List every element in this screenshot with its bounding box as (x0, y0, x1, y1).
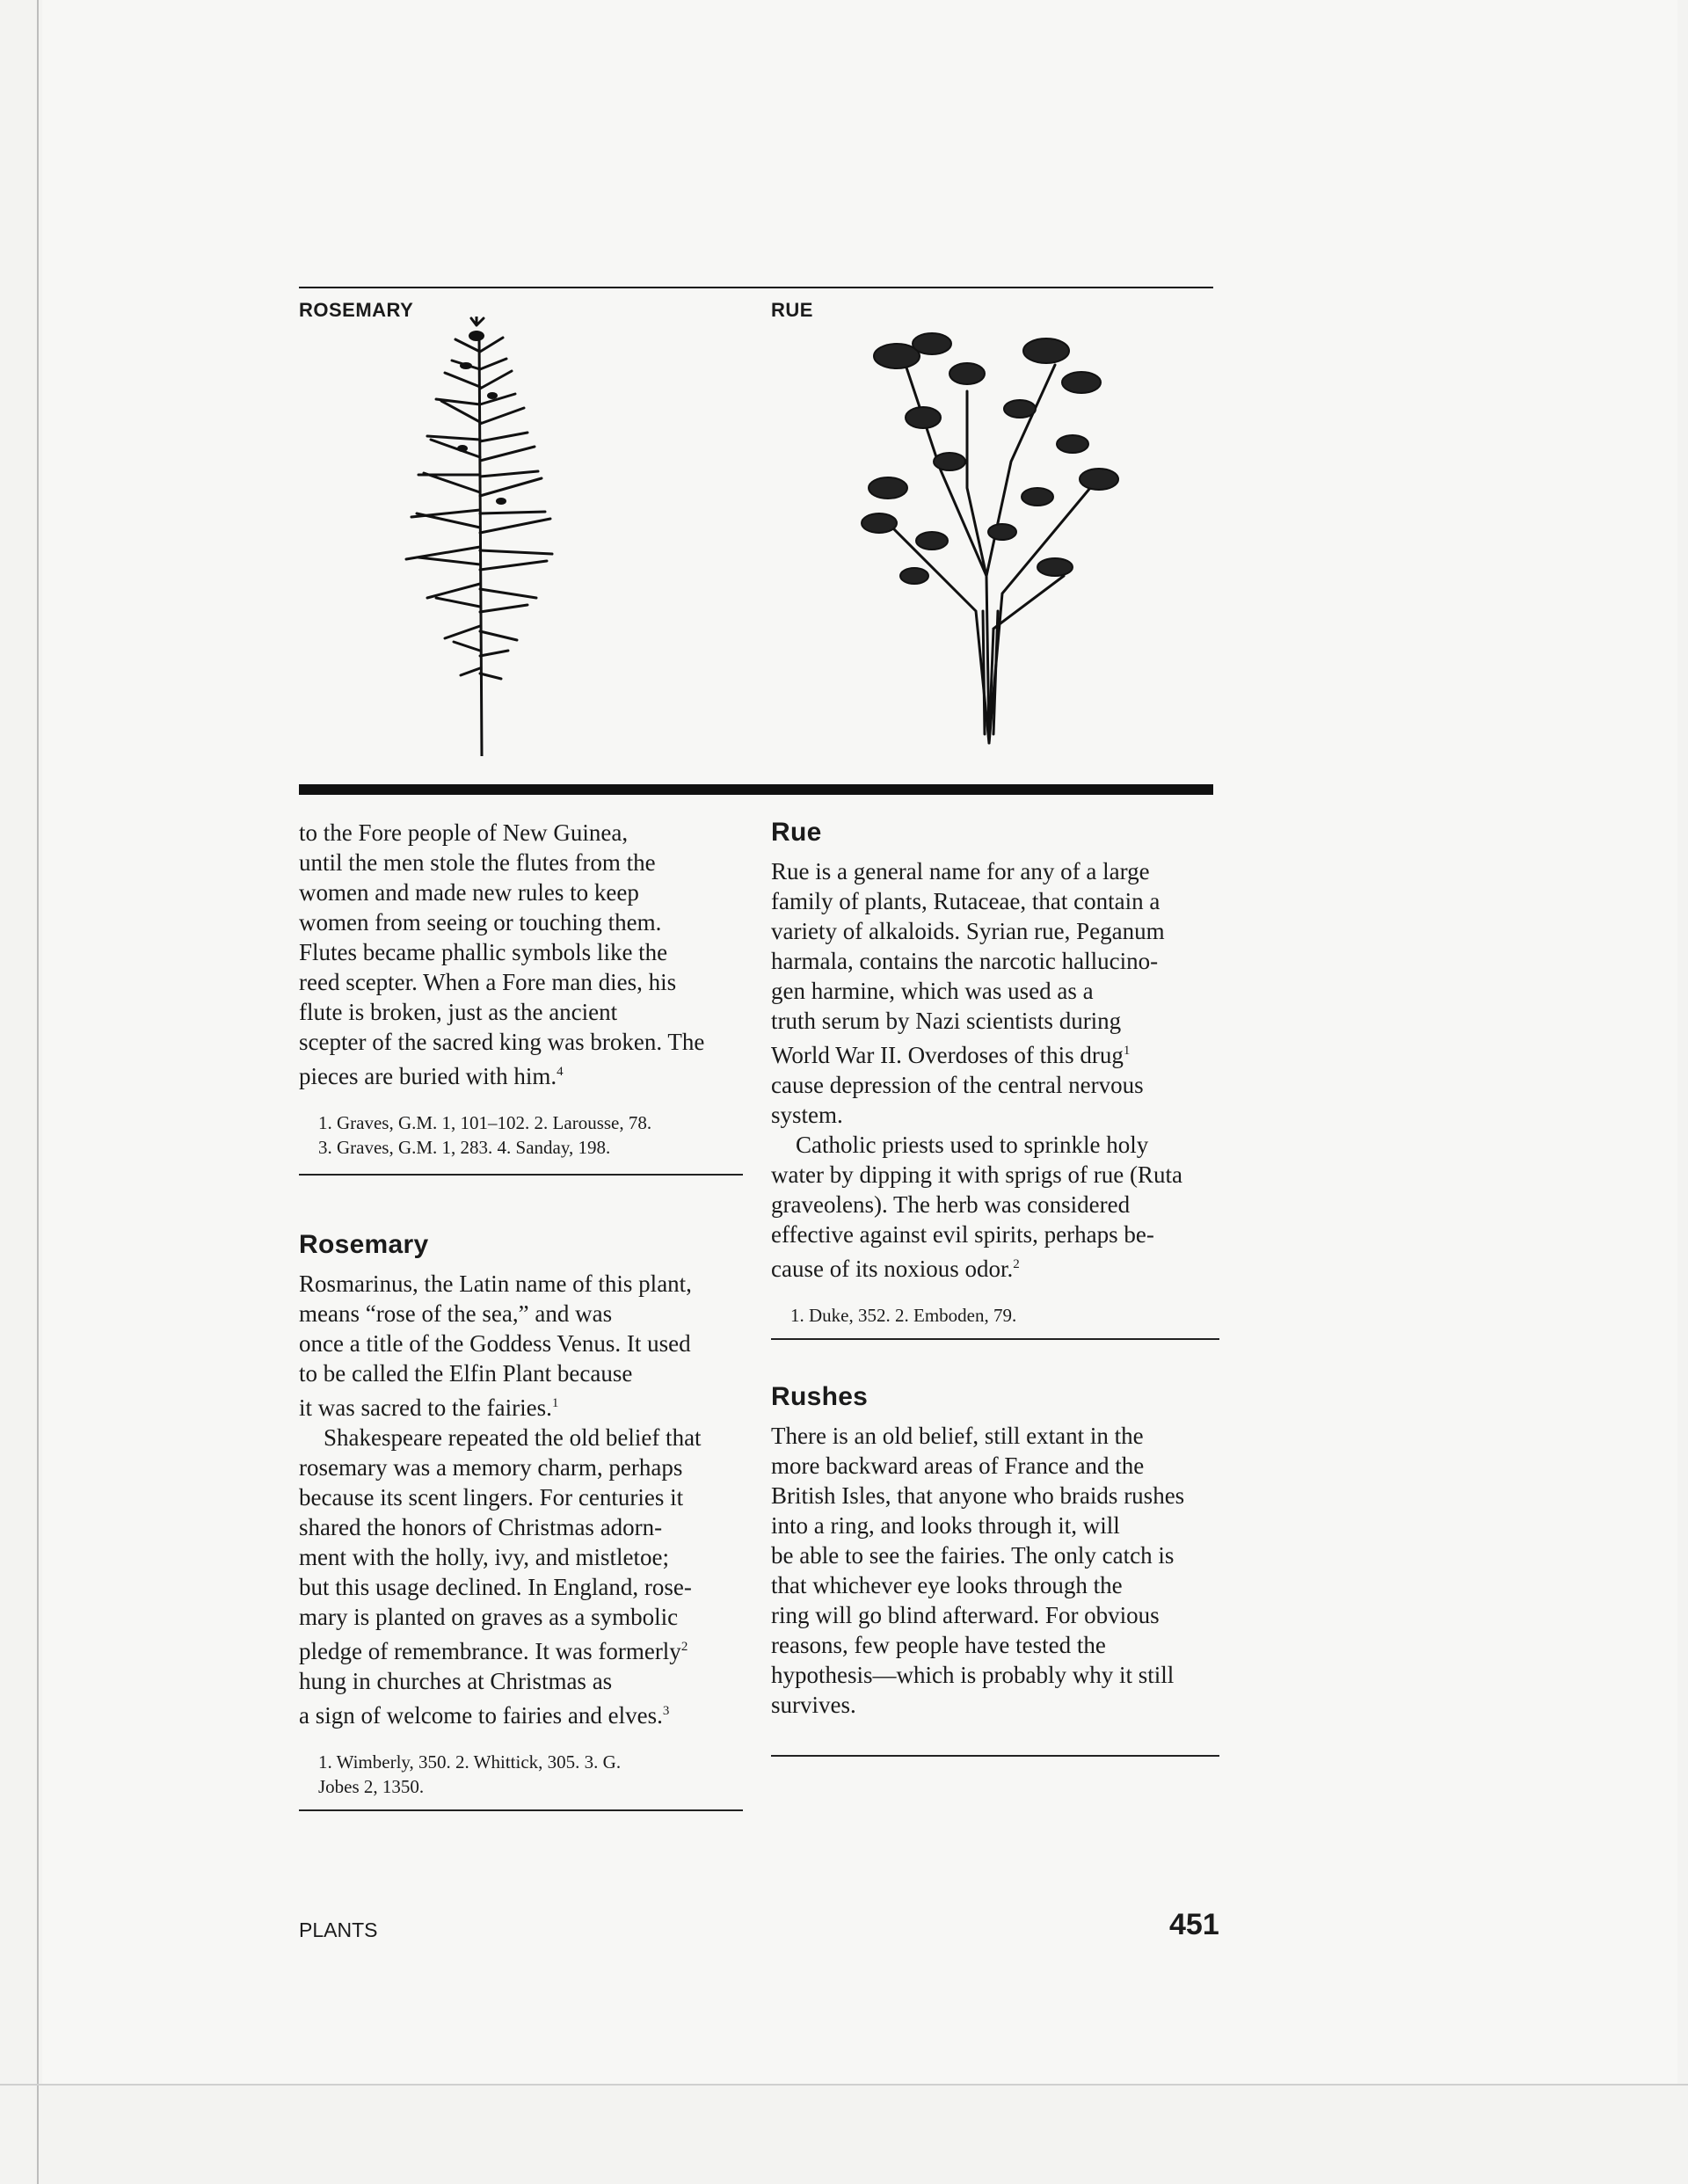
rosemary-line: hung in churches at Christmas as (299, 1668, 613, 1694)
continued-line: pieces are buried with him.$^4$ (299, 1063, 564, 1089)
right-column (771, 818, 1219, 1757)
rushes-line: ring will go blind afterward. For obvious (771, 1602, 1160, 1628)
rushes-line: hypothesis—which is probably why it still (771, 1662, 1175, 1688)
figure-bottom-rule (299, 784, 1213, 795)
rushes-line: be able to see the fairies. The only catch is (771, 1542, 1175, 1569)
rue-text (771, 856, 1219, 1284)
rosemary-line: rosemary was a memory charm, perhaps (299, 1454, 683, 1481)
footnote-line: 3. Graves, G.M. 1, 283. 4. Sanday, 198. (318, 1137, 611, 1158)
section-rule (299, 1809, 743, 1811)
rue-line: Rue is a general name for any of a large (771, 858, 1150, 885)
rue-footnotes (771, 1303, 1219, 1328)
continued-footnotes (299, 1110, 743, 1160)
rosemary-line: ment with the holly, ivy, and mistletoe; (299, 1544, 669, 1570)
rue-line: effective against evil spirits, perhaps be- (771, 1221, 1154, 1248)
top-rule (299, 287, 1213, 288)
footer-section-name: PLANTS (299, 1918, 378, 1941)
rosemary-line: once a title of the Goddess Venus. It used (299, 1330, 691, 1357)
continued-line: scepter of the sacred king was broken. The (299, 1029, 705, 1055)
footnote-line: 1. Graves, G.M. 1, 101–102. 2. Larousse, 78. (318, 1112, 652, 1133)
rue-line: cause depression of the central nervous (771, 1072, 1144, 1098)
rue-line: Catholic priests used to sprinkle holy (796, 1132, 1149, 1158)
rosemary-line: it was sacred to the fairies.$^1$ (299, 1394, 559, 1421)
rosemary-illustration (378, 317, 615, 756)
rosemary-line: Shakespeare repeated the old belief that (324, 1424, 702, 1451)
left-column (299, 818, 743, 1811)
rosemary-footnotes (299, 1750, 743, 1799)
rosemary-line: but this usage declined. In England, rose- (299, 1574, 692, 1600)
rue-line: cause of its noxious odor.$^2$ (771, 1256, 1020, 1282)
rue-line: truth serum by Nazi scientists during (771, 1008, 1122, 1034)
continued-line: flute is broken, just as the ancient (299, 999, 618, 1025)
continued-text (299, 818, 743, 1091)
rue-line: harmala, contains the narcotic hallucino- (771, 948, 1159, 974)
footnote-marker: 3 (662, 1704, 670, 1718)
footnote-marker: 2 (1013, 1257, 1020, 1271)
rue-line: World War II. Overdoses of this drug$^1$ (771, 1042, 1131, 1068)
continued-line: women and made new rules to keep (299, 879, 639, 906)
rushes-line: into a ring, and looks through it, will (771, 1512, 1120, 1539)
rue-line: graveolens). The herb was considered (771, 1191, 1131, 1218)
footnote-marker: 1 (551, 1396, 559, 1410)
rushes-line: There is an old belief, still extant in the (771, 1423, 1144, 1449)
rushes-line: more backward areas of France and the (771, 1452, 1145, 1479)
page-number: 451 (1169, 1908, 1219, 1941)
continued-line: to the Fore people of New Guinea, (299, 819, 629, 846)
rushes-text (771, 1421, 1219, 1720)
footnote-line: Jobes 2, 1350. (318, 1776, 425, 1797)
figure-label-rue: RUE (771, 299, 813, 321)
rosemary-heading: Rosemary (299, 1230, 429, 1259)
figure-label-rosemary: ROSEMARY (299, 299, 414, 321)
scan-edge (37, 0, 39, 2184)
rue-line: gen harmine, which was used as a (771, 978, 1094, 1004)
footnote-marker: 4 (557, 1065, 564, 1079)
rosemary-line: shared the honors of Christmas adorn- (299, 1514, 663, 1540)
continued-line: until the men stole the flutes from the (299, 849, 656, 876)
rushes-heading: Rushes (771, 1382, 869, 1411)
continued-line: women from seeing or touching them. (299, 909, 662, 935)
rushes-line: that whichever eye looks through the (771, 1572, 1123, 1598)
section-rule (771, 1755, 1219, 1757)
rosemary-line: to be called the Elfin Plant because (299, 1360, 633, 1387)
rosemary-line: pledge of remembrance. It was formerly$^2$ (299, 1638, 688, 1664)
rue-illustration (835, 312, 1143, 752)
rushes-line: survives. (771, 1692, 856, 1718)
rue-heading: Rue (771, 818, 822, 847)
rosemary-line: because its scent lingers. For centuries it (299, 1484, 684, 1511)
rue-line: water by dipping it with sprigs of rue (Ruta (771, 1161, 1182, 1188)
rushes-line: British Isles, that anyone who braids rushes (771, 1482, 1185, 1509)
footnote-marker: 2 (680, 1640, 688, 1654)
rosemary-line: mary is planted on graves as a symbolic (299, 1604, 679, 1630)
footnote-line: 1. Duke, 352. 2. Emboden, 79. (790, 1305, 1017, 1326)
rosemary-line: Rosmarinus, the Latin name of this plant, (299, 1270, 692, 1297)
continued-line: Flutes became phallic symbols like the (299, 939, 668, 965)
rosemary-line: means “rose of the sea,” and was (299, 1300, 613, 1327)
rushes-line: reasons, few people have tested the (771, 1632, 1106, 1658)
continued-line: reed scepter. When a Fore man dies, his (299, 969, 677, 995)
rue-line: family of plants, Rutaceae, that contain a (771, 888, 1160, 914)
footnote-marker: 1 (1123, 1044, 1131, 1058)
footnote-line: 1. Wimberly, 350. 2. Whittick, 305. 3. G. (318, 1751, 622, 1773)
rue-line: variety of alkaloids. Syrian rue, Peganum (771, 918, 1165, 944)
scan-bottom-edge (0, 2084, 1688, 2086)
rosemary-text (299, 1269, 743, 1730)
rosemary-line: a sign of welcome to fairies and elves.$^3$ (299, 1702, 670, 1729)
rue-line: system. (771, 1102, 843, 1128)
